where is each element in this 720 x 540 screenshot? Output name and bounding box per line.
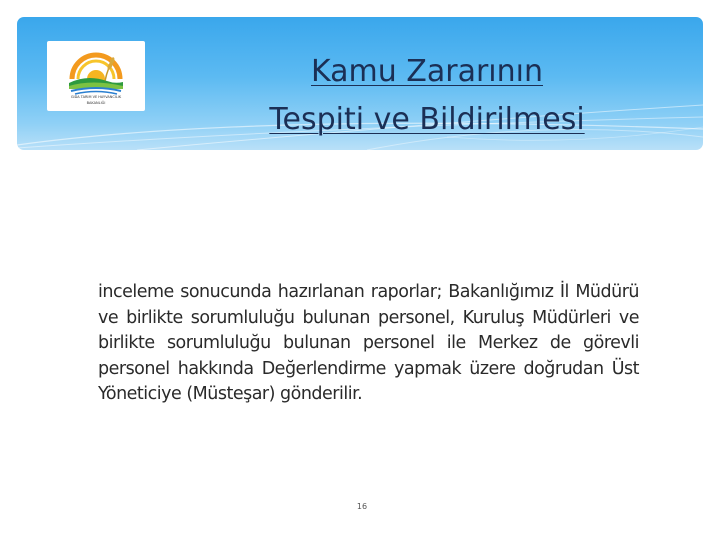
logo-text-line1: GIDA TARIM VE HAYVANCILIK: [70, 95, 122, 99]
slide-title-line2: Tespiti ve Bildirilmesi: [269, 102, 585, 137]
logo-text-line2: BAKANLIĞI: [86, 101, 106, 105]
body-paragraph: inceleme sonucunda hazırlanan raporlar; Bakanlığımız İl Müdürü ve birlikte sorumluluğu bulunan personel, Kuruluş Müdürleri ve birlikte sorumluluğu bulunan personel ile Merkez de görevli personel hakkında Değerlendirme yapmak üzere doğrudan Üst Yöneticiye (Müsteşar) gönderilir.: [98, 282, 639, 404]
ministry-logo: [47, 41, 145, 111]
header-banner: [17, 17, 703, 150]
page-number: 16: [356, 502, 368, 511]
slide-title-line1: Kamu Zararının: [311, 54, 543, 89]
slide-title: [167, 48, 687, 144]
